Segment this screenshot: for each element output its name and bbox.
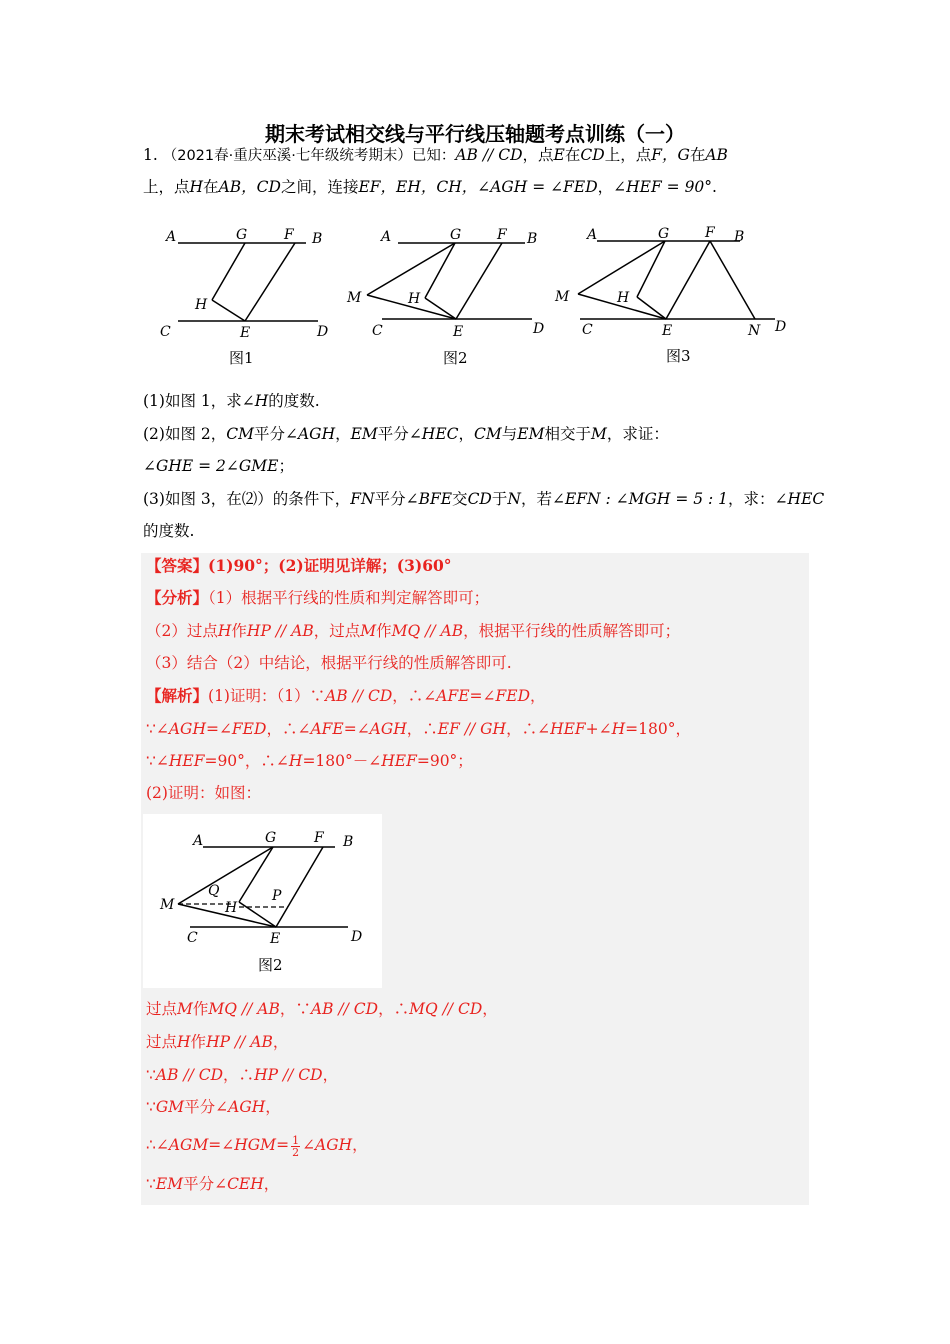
fig2-label-f: F — [497, 227, 507, 243]
problem-line-1 — [143, 144, 813, 167]
text: EM — [155, 1175, 184, 1193]
problem-source: （2021春·重庆巫溪·七年级统考期末）已知： — [162, 148, 456, 164]
fig2-label-b: B — [527, 231, 538, 247]
solve-line-4 — [146, 782, 261, 804]
text: F，G — [651, 146, 690, 164]
text: N — [507, 490, 521, 508]
text: AB // CD — [155, 1066, 224, 1084]
question-1 — [143, 390, 813, 412]
question-3 — [143, 488, 825, 510]
text: 作 — [376, 622, 392, 640]
fig3-label-h: H — [617, 290, 630, 306]
text: EM — [517, 425, 545, 443]
text: ，∴ — [378, 1000, 410, 1018]
problem-line-2 — [143, 176, 813, 198]
text: 上，点 — [604, 146, 652, 164]
fig3-label-m: M — [555, 289, 570, 305]
fig4-label-a: A — [193, 833, 204, 849]
text: （1）根据平行线的性质和判定解答即可； — [208, 589, 490, 607]
text: ，若 — [520, 490, 552, 508]
text: 过点 — [146, 1000, 178, 1018]
text: AB，CD — [218, 178, 281, 196]
text: EF，EH，CH，∠AGH = ∠FED — [358, 178, 598, 196]
fig3-label-b: B — [734, 229, 745, 245]
proof-line-6 — [146, 1031, 288, 1053]
text: ∵ — [146, 1066, 156, 1084]
text: 的度数. — [268, 392, 320, 410]
text: (2)如图 2， — [143, 425, 227, 443]
text: ， — [265, 1098, 281, 1116]
fig3-caption: 图3 — [666, 347, 691, 365]
fig1-label-c: C — [160, 324, 171, 340]
text: ，过点 — [313, 622, 361, 640]
analysis-line-2 — [146, 620, 680, 642]
text: ， — [597, 178, 614, 196]
answer-tag: 【答案】 — [146, 556, 209, 575]
text: MQ // AB — [391, 622, 464, 640]
text: 平分 — [377, 425, 409, 443]
fig4-line-mg — [178, 847, 273, 904]
text: MQ // CD — [409, 1000, 483, 1018]
text: ∠AFE=∠FED — [423, 687, 531, 705]
text: =90°，∴ — [204, 752, 276, 770]
text: 【解析】 — [146, 686, 209, 705]
fraction-half — [291, 1135, 300, 1158]
fig1-line-gh — [212, 243, 245, 300]
answer-line — [146, 555, 452, 577]
analysis-line-1 — [146, 587, 489, 609]
problem-number: 1. — [143, 146, 158, 164]
text: ∠HEC — [774, 490, 825, 508]
text: ∠HEF — [368, 752, 417, 770]
text: ∵ — [146, 720, 156, 738]
text: ∵ — [146, 1175, 156, 1193]
text: 作 — [192, 1000, 209, 1018]
text: GM — [155, 1098, 185, 1116]
fig3-label-d: D — [775, 319, 787, 335]
text: ∠BFE — [405, 490, 453, 508]
text: （3）结合（2）中结论，根据平行线的性质解答即可. — [146, 654, 512, 672]
text: 交 — [452, 490, 468, 508]
text: ，∴ — [266, 720, 298, 738]
fig2-label-d: D — [533, 321, 545, 337]
text: 于 — [491, 490, 508, 508]
given-parallel: AB // CD — [455, 146, 523, 164]
proof-line-9 — [146, 1134, 368, 1158]
solve-line-3 — [146, 750, 473, 772]
proof-line-10 — [146, 1173, 279, 1195]
fig1-label-a: A — [166, 229, 177, 245]
text: (2)证明：如图： — [146, 784, 261, 802]
fig1-label-f: F — [284, 227, 294, 243]
text: CM — [226, 425, 254, 443]
text: 过点 — [146, 1033, 178, 1051]
question-3-line-2 — [143, 520, 813, 542]
fig1-line-he — [212, 300, 245, 321]
fig4-label-e: E — [270, 931, 281, 947]
fig4-line-ef — [276, 847, 323, 927]
text: 上，点 — [143, 178, 190, 196]
fig2-line-ef — [456, 243, 502, 319]
text: ， — [352, 1136, 368, 1154]
text: ∠CEH — [214, 1175, 264, 1193]
fig3-label-a: A — [587, 227, 598, 243]
fig2-label-e: E — [453, 324, 464, 340]
text: ∠AGH — [285, 425, 336, 443]
text: = — [276, 1136, 290, 1154]
fig2-label-m: M — [347, 290, 362, 306]
fig4-label-b: B — [343, 834, 354, 850]
solution-figure — [143, 814, 382, 988]
text: CD — [580, 146, 605, 164]
text: CD — [467, 490, 492, 508]
text: 作 — [190, 1033, 207, 1051]
fig4-label-g: G — [265, 830, 277, 846]
text: 在 — [564, 146, 581, 164]
text: MQ // AB — [208, 1000, 280, 1018]
text: ∠AGM=∠HGM — [155, 1136, 277, 1154]
text: ∴ — [146, 1136, 156, 1154]
text: 之间，连接 — [280, 178, 359, 196]
fig1-label-d: D — [317, 324, 329, 340]
fig4-label-q: Q — [208, 883, 220, 899]
fig2-caption: 图2 — [443, 349, 468, 367]
text: 相交于 — [544, 425, 591, 443]
fig4-line-gh — [239, 847, 273, 902]
text: 2 — [292, 1145, 300, 1159]
text: =180°， — [625, 720, 691, 738]
fig3-label-n: N — [748, 323, 761, 339]
text: ∠AFE=∠AGH — [297, 720, 407, 738]
proof-line-8 — [146, 1096, 281, 1118]
text: H — [217, 622, 232, 640]
text: (1)证明：（1）∵ — [208, 687, 326, 705]
text: 与 — [501, 425, 518, 443]
text: ∠AGH — [302, 1136, 353, 1154]
fig3-label-g: G — [658, 226, 670, 242]
fig2-label-a: A — [381, 229, 392, 245]
text: ， — [482, 1000, 498, 1018]
text: H — [177, 1033, 191, 1051]
text: CM — [474, 425, 502, 443]
text: 1 — [292, 1133, 300, 1147]
text: 平分 — [184, 1098, 216, 1116]
text: ，点 — [522, 146, 554, 164]
text: 的度数. — [143, 522, 195, 540]
text: ， — [322, 1066, 339, 1084]
proof-line-7 — [146, 1064, 338, 1086]
fig1-line-ef — [245, 243, 295, 321]
text: ∠HEC — [408, 425, 459, 443]
text: ， — [458, 425, 475, 443]
text: M — [590, 425, 607, 443]
text: HP // AB — [246, 622, 314, 640]
fig2-label-c: C — [372, 323, 383, 339]
text: 在 — [203, 178, 219, 196]
text: =180°－ — [302, 752, 369, 770]
text: . — [712, 178, 717, 196]
text: ∠GHE = 2∠GME — [143, 457, 279, 475]
text: ∠HEF = 90° — [613, 178, 713, 196]
solve-line-1 — [146, 685, 546, 707]
text: ∠AGH — [215, 1098, 266, 1116]
text: ∵ — [146, 752, 156, 770]
fig4-label-p: P — [272, 888, 282, 904]
text: 在 — [689, 146, 706, 164]
text: (3)如图 3，在⑵）的条件下， — [143, 490, 351, 508]
solve-line-2 — [146, 718, 691, 740]
text: AB — [705, 146, 728, 164]
fig1-label-g: G — [236, 227, 248, 243]
text: 平分 — [253, 425, 285, 443]
text: ，∴ — [406, 720, 438, 738]
fig4-label-h: H — [225, 900, 238, 916]
fig2-label-h: H — [408, 291, 421, 307]
text: EF // GH — [437, 720, 507, 738]
fig4-caption: 图2 — [258, 956, 283, 974]
answer-text: (1)90°；(2)证明见详解；(3)60° — [208, 556, 452, 575]
text: ∵ — [146, 1098, 156, 1116]
text: ， — [272, 1033, 289, 1051]
fig4-label-m: M — [160, 897, 175, 913]
fig4-label-c: C — [187, 930, 198, 946]
text: 【分析】 — [146, 588, 209, 607]
fig1-label-e: E — [240, 325, 251, 341]
text: =90°； — [416, 752, 473, 770]
text: ，根据平行线的性质解答即可； — [463, 622, 681, 640]
fig3-line-fn — [710, 241, 755, 319]
question-2 — [143, 423, 813, 445]
text: ∠H — [275, 752, 303, 770]
fig3-label-f: F — [705, 225, 715, 241]
problem-figures — [150, 218, 810, 374]
fig3-line-ef — [666, 241, 710, 319]
fig4-label-f: F — [314, 830, 324, 846]
fig3-line-he — [637, 297, 666, 319]
text: ， — [530, 687, 546, 705]
text: M — [177, 1000, 193, 1018]
text: ，∴ — [506, 720, 538, 738]
text: ， — [263, 1175, 280, 1193]
text: AB // CD — [310, 1000, 379, 1018]
text: （2）过点 — [146, 622, 218, 640]
text: ，∴ — [392, 687, 424, 705]
text: 平分 — [374, 490, 406, 508]
text: M — [360, 622, 377, 640]
text: E — [553, 146, 565, 164]
fig1-label-b: B — [312, 231, 323, 247]
page-title: 期末考试相交线与平行线压轴题考点训练（一） — [265, 122, 685, 146]
text: ∠HEF+∠H — [537, 720, 626, 738]
fig2-label-g: G — [450, 227, 462, 243]
text: ； — [278, 457, 294, 475]
text: ∠EFN : ∠MGH = 5 : 1 — [551, 490, 729, 508]
fig3-label-e: E — [662, 323, 673, 339]
fig2-line-he — [425, 298, 456, 319]
analysis-line-3 — [146, 652, 512, 674]
fig4-label-d: D — [351, 929, 363, 945]
text: H — [254, 392, 269, 410]
text: HP // CD — [254, 1066, 323, 1084]
text: EM — [350, 425, 378, 443]
text: ∠AGH=∠FED — [155, 720, 267, 738]
fig1-label-h: H — [195, 297, 208, 313]
proof-line-5 — [146, 998, 498, 1020]
text: (1)如图 1，求∠ — [143, 392, 255, 410]
text: HP // AB — [206, 1033, 273, 1051]
text: H — [189, 178, 204, 196]
text: 平分 — [183, 1175, 215, 1193]
text: FN — [350, 490, 375, 508]
text: ，求： — [728, 490, 775, 508]
text: ，∴ — [223, 1066, 255, 1084]
fig3-label-c: C — [582, 322, 593, 338]
question-2-line-2 — [143, 455, 813, 477]
text: 作 — [231, 622, 247, 640]
text: AB // CD — [325, 687, 393, 705]
fig2-line-mg — [367, 243, 455, 295]
text: ，求证： — [606, 425, 669, 443]
text: ∠HEF — [155, 752, 205, 770]
fig1-caption: 图1 — [229, 349, 254, 367]
text: ，∵ — [279, 1000, 311, 1018]
text: ， — [335, 425, 351, 443]
